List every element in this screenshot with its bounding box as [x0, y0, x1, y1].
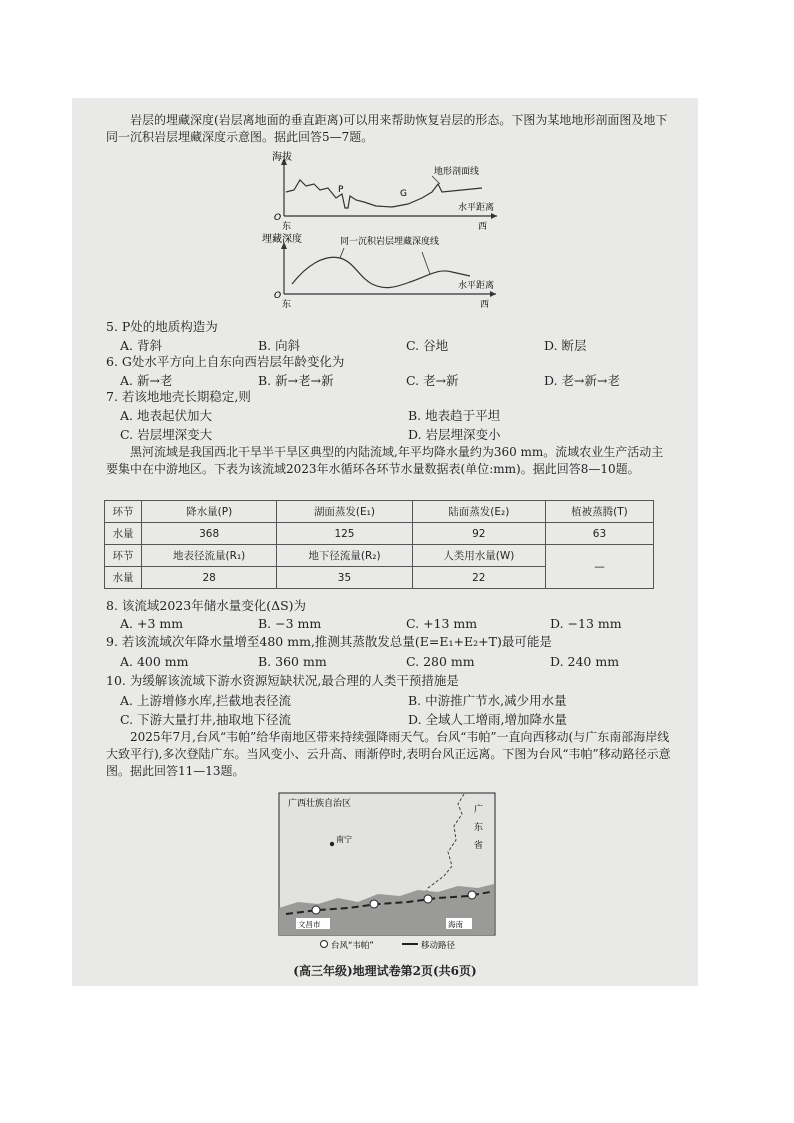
guangdong-label-3: 省 — [474, 841, 484, 851]
question-9-option-a[interactable]: A. 400 mm — [120, 654, 189, 669]
question-10-option-a[interactable]: A. 上游增修水库,拦截地表径流 — [120, 693, 291, 708]
table-cell: 125 — [277, 523, 412, 545]
table-cell: 368 — [142, 523, 277, 545]
question-6-option-b[interactable]: B. 新→老→新 — [258, 373, 334, 388]
typhoon-legend-label: 台风“韦帕” — [331, 941, 374, 951]
table-cell: 28 — [142, 567, 277, 589]
question-8-option-c[interactable]: C. +13 mm — [406, 616, 478, 631]
question-8-option-a[interactable]: A. +3 mm — [120, 616, 184, 631]
island-label-left: 文昌市 — [298, 920, 321, 929]
question-10-option-c[interactable]: C. 下游大量打井,抽取地下径流 — [120, 712, 292, 727]
burial-depth-line — [292, 257, 470, 287]
table-cell: 植被蒸腾(T) — [545, 501, 653, 523]
question-8-option-b[interactable]: B. −3 mm — [258, 616, 322, 631]
typhoon-position-marker — [468, 891, 476, 899]
table-cell: 湖面蒸发(E₁) — [277, 501, 412, 523]
y-label: 海拔 — [272, 152, 292, 163]
table-row-header: 水量 — [105, 523, 142, 545]
east-label: 东 — [282, 222, 292, 230]
typhoon-legend-icon — [321, 941, 328, 948]
question-9-option-b[interactable]: B. 360 mm — [258, 654, 327, 669]
nanning-city-dot — [330, 842, 334, 846]
x-label: 水平距离 — [458, 203, 495, 213]
east-label: 东 — [282, 300, 292, 310]
typhoon-position-marker — [312, 906, 320, 914]
burial-line-label: 同一沉积岩层埋藏深度线 — [340, 237, 440, 247]
question-6-option-d[interactable]: D. 老→新→老 — [544, 373, 620, 388]
question-5-option-b[interactable]: B. 向斜 — [258, 338, 301, 353]
table-row — [105, 545, 654, 567]
question-10-option-b[interactable]: B. 中游推广节水,减少用水量 — [408, 693, 567, 708]
x-axis-arrow — [491, 213, 497, 219]
question-8-stem: 8. 该流域2023年储水量变化(ΔS)为 — [106, 598, 307, 613]
path-legend-label: 移动路径 — [421, 941, 456, 951]
profile-label: 地形剖面线 — [434, 167, 480, 177]
table-row — [105, 501, 654, 523]
origin-label: O — [274, 291, 282, 301]
guangxi-label: 广西壮族自治区 — [288, 799, 352, 809]
question-7-stem: 7. 若该地地壳长期稳定,则 — [106, 389, 251, 404]
island-label-right: 海南 — [448, 920, 463, 929]
question-5-option-a[interactable]: A. 背斜 — [120, 338, 162, 353]
intro-q5-7: 岩层的埋藏深度(岩层离地面的垂直距离)可以用来帮助恢复岩层的形态。下图为某地地形剖面图及地下同一沉积岩层埋藏深度示意图。据此回答5—7题。 — [106, 113, 668, 144]
water-cycle-table — [104, 500, 654, 589]
terrain-profile-line — [286, 180, 482, 208]
question-6-stem: 6. G处水平方向上自东向西岩层年龄变化为 — [106, 354, 345, 369]
line-leader-2 — [422, 252, 430, 274]
question-10-option-d[interactable]: D. 全域人工增雨,增加降水量 — [408, 712, 567, 727]
g-label: G — [400, 189, 407, 199]
exam-page — [72, 98, 698, 986]
typhoon-map — [278, 792, 496, 952]
terrain-profile-figure — [272, 150, 512, 230]
x-label: 水平距离 — [458, 281, 495, 291]
table-row-header: 环节 — [105, 501, 142, 523]
west-label: 西 — [480, 300, 490, 310]
table-row-header: 环节 — [105, 545, 142, 567]
intro-q8-10: 黑河流域是我国西北干旱半干旱区典型的内陆流域,年平均降水量约为360 mm。流域农业生产活动主要集中在中游地区。下表为该流域2023年水循环各环节水量数据表(单位:mm)。据此回答8—10题。 — [106, 445, 664, 476]
question-5-option-d[interactable]: D. 断层 — [544, 338, 587, 353]
page-footer: (高三年级)地理试卷第2页(共6页) — [293, 964, 477, 978]
intro-q11-13: 2025年7月,台风“韦帕”给华南地区带来持续强降雨天气。台风“韦帕”一直向西移动(与广东南部海岸线大致平行),多次登陆广东。当风变小、云升高、雨渐停时,表明台风正远离。下图为台风“韦帕”移动路径示意图。据此回答11—13题。 — [106, 730, 671, 778]
nanning-label: 南宁 — [336, 835, 352, 844]
x-axis-arrow — [490, 291, 496, 297]
question-7-option-b[interactable]: B. 地表趋于平坦 — [408, 408, 501, 423]
table-cell: 63 — [545, 523, 653, 545]
table-cell: 地下径流量(R₂) — [277, 545, 412, 567]
table-cell: 22 — [412, 567, 545, 589]
typhoon-position-marker — [424, 895, 432, 903]
table-cell: 35 — [277, 567, 412, 589]
table-row-header: 水量 — [105, 567, 142, 589]
origin-label: O — [274, 213, 282, 223]
question-6-option-c[interactable]: C. 老→新 — [406, 373, 459, 388]
profile-leader-line — [432, 176, 440, 184]
table-cell: 地表径流量(R₁) — [142, 545, 277, 567]
question-7-option-a[interactable]: A. 地表起伏加大 — [120, 408, 212, 423]
table-cell: 92 — [412, 523, 545, 545]
table-cell: 人类用水量(W) — [412, 545, 545, 567]
p-label: P — [338, 185, 344, 195]
question-6-option-a[interactable]: A. 新→老 — [120, 373, 173, 388]
table-cell-empty: — — [545, 545, 653, 589]
typhoon-position-marker — [370, 900, 378, 908]
burial-depth-figure — [262, 232, 512, 312]
question-9-stem: 9. 若该流域次年降水量增至480 mm,推测其蒸散发总量(E=E₁+E₂+T)最可能是 — [106, 634, 552, 649]
question-10-stem: 10. 为缓解该流域下游水资源短缺状况,最合理的人类干预措施是 — [106, 673, 459, 688]
west-label: 西 — [478, 222, 488, 230]
table-row — [105, 523, 654, 545]
question-7-option-d[interactable]: D. 岩层埋深变小 — [408, 427, 501, 442]
question-5-option-c[interactable]: C. 谷地 — [406, 338, 449, 353]
question-5-stem: 5. P处的地质构造为 — [106, 319, 218, 334]
table-cell: 降水量(P) — [142, 501, 277, 523]
question-7-option-c[interactable]: C. 岩层埋深变大 — [120, 427, 213, 442]
question-8-option-d[interactable]: D. −13 mm — [550, 616, 622, 631]
table-cell: 陆面蒸发(E₂) — [412, 501, 545, 523]
guangdong-label-1: 广 — [474, 805, 484, 815]
y-label: 埋藏深度 — [262, 234, 302, 245]
question-9-option-d[interactable]: D. 240 mm — [550, 654, 620, 669]
line-leader-1 — [340, 248, 344, 258]
guangdong-label-2: 东 — [474, 823, 484, 833]
question-9-option-c[interactable]: C. 280 mm — [406, 654, 475, 669]
